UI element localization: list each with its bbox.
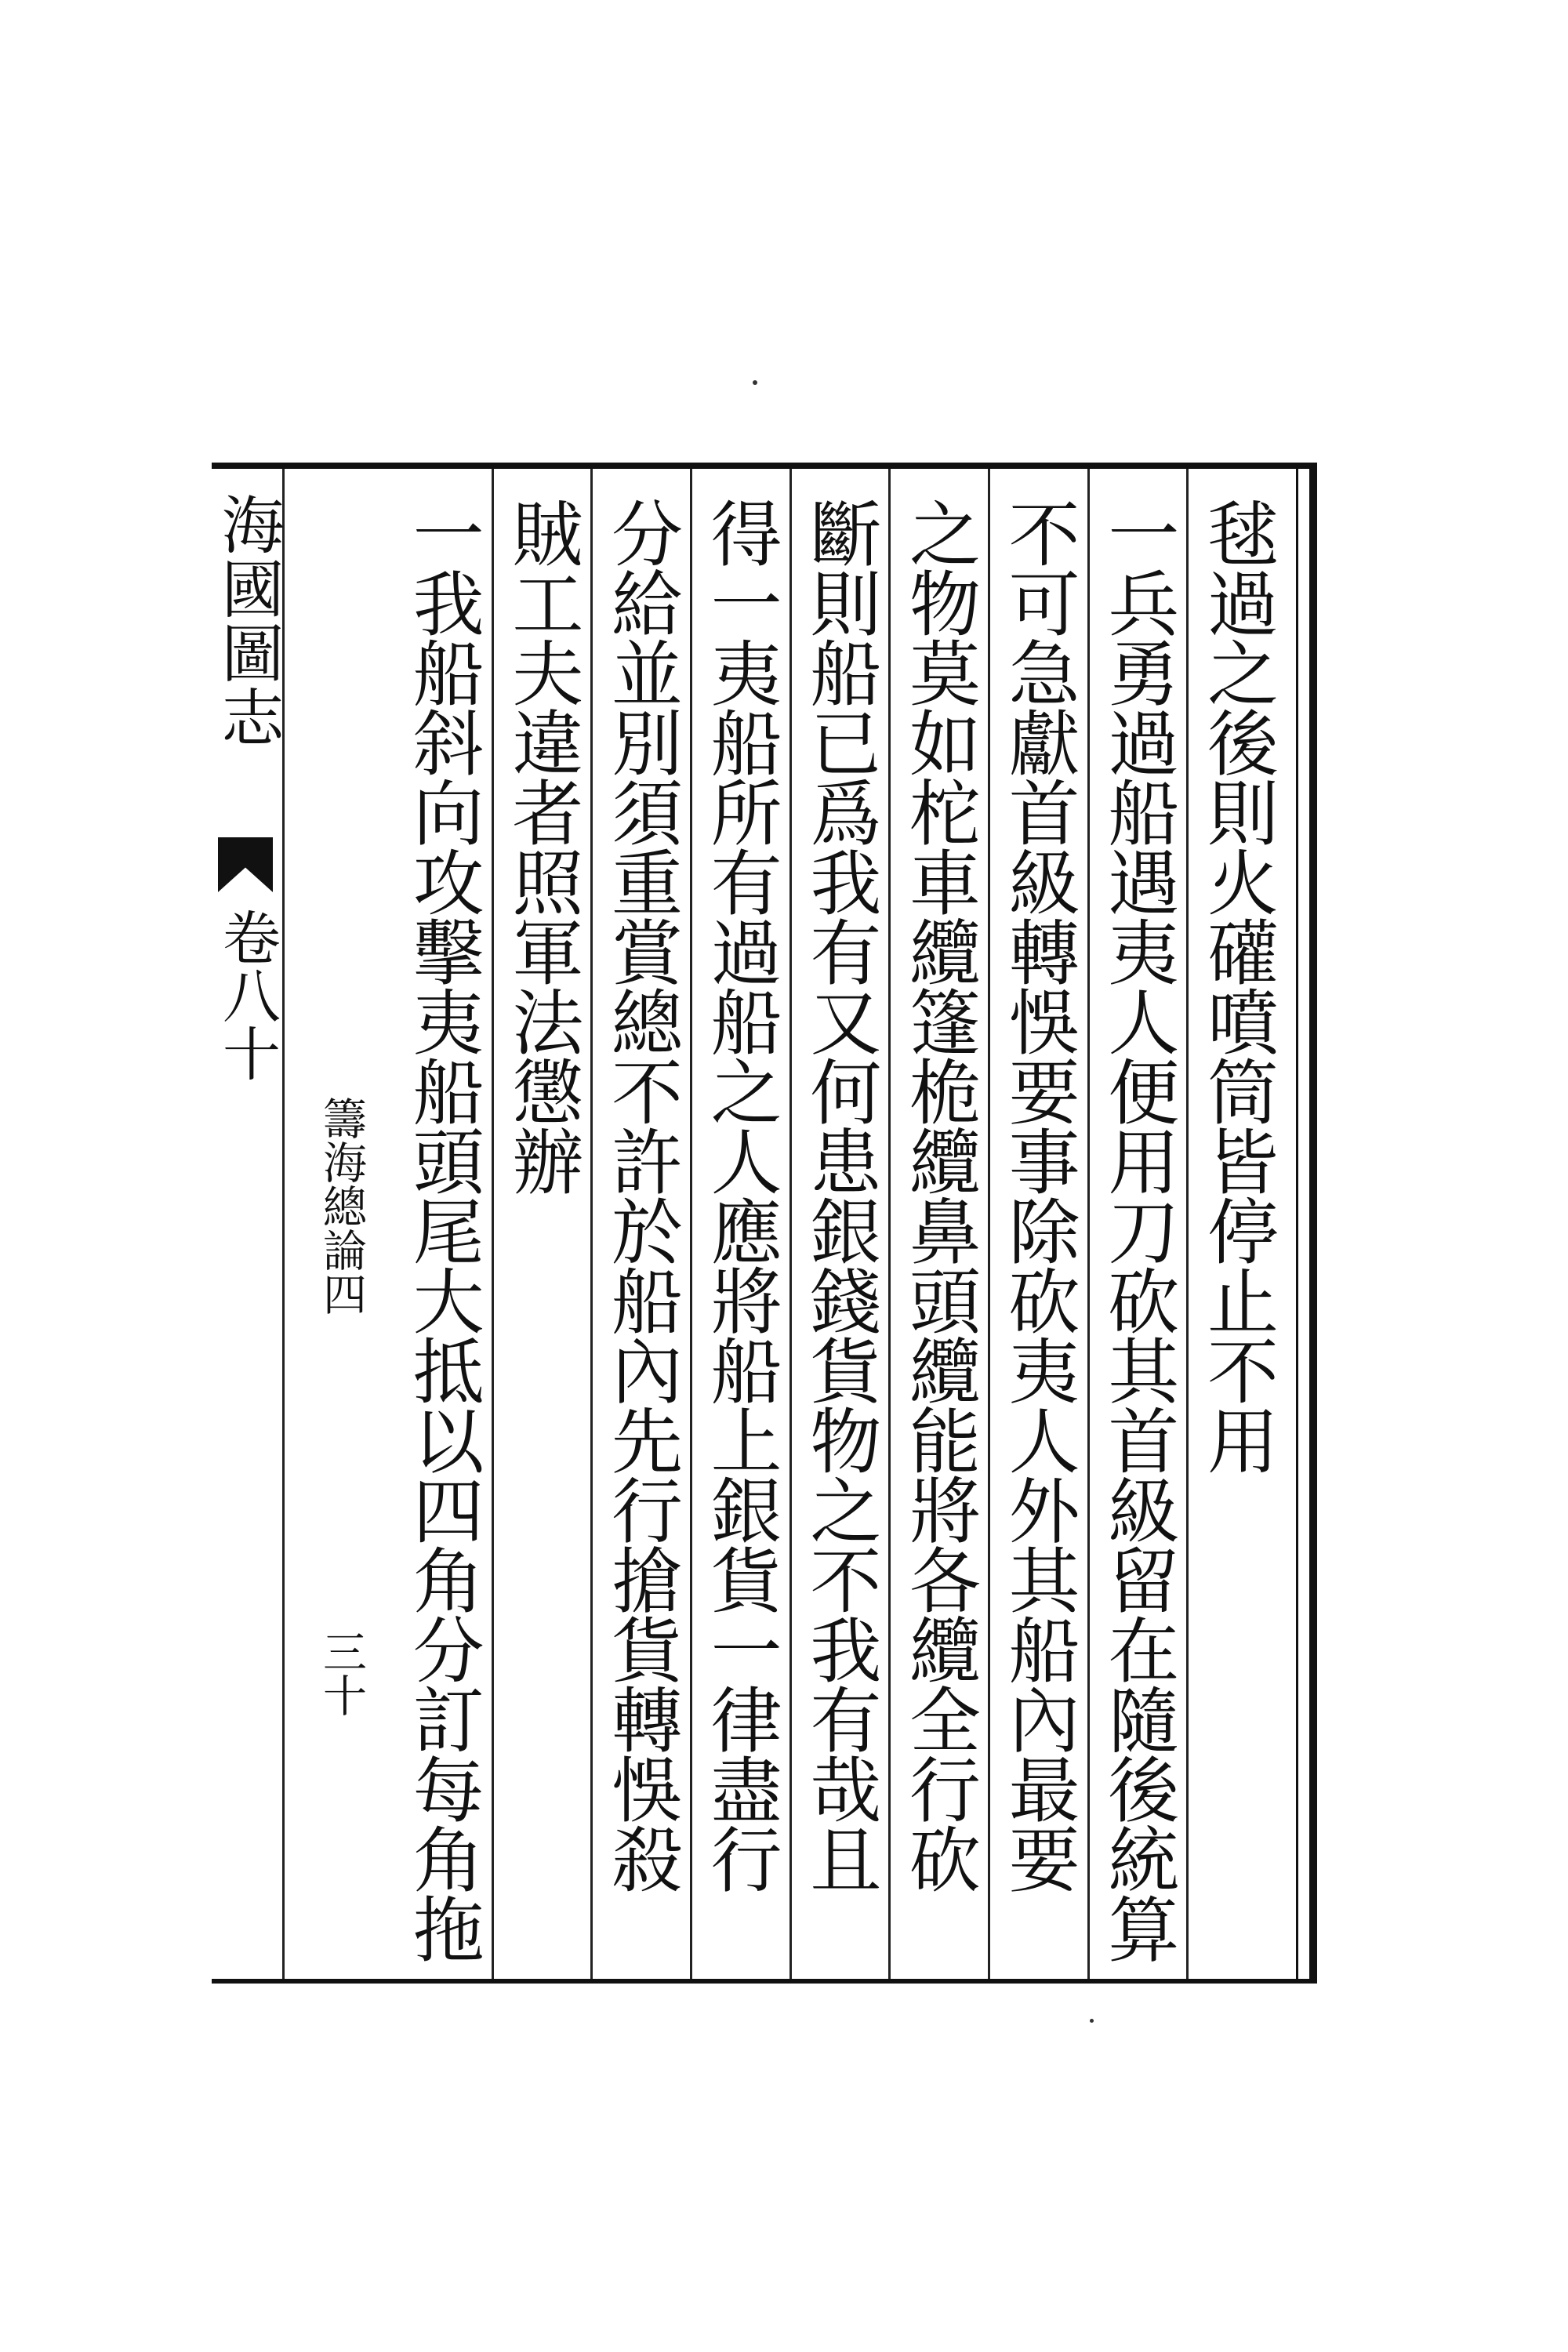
volume-number: 卷八十 — [213, 908, 281, 1082]
text-column-6: 得一夷船所有過船之人應將船上銀貨一律盡行 — [699, 497, 782, 1893]
margin-column — [212, 469, 285, 1979]
text-column-9: 一我船斜向攻擊夷船頭尾大抵以四角分訂每角拖 — [401, 497, 484, 1962]
ink-speck — [753, 380, 757, 385]
text-column-2: 一兵勇過船遇夷人便用刀砍其首級留在隨後統算 — [1096, 497, 1179, 1962]
page-number: 三十 — [316, 1629, 367, 1717]
text-column-1: 毬過之後則火礶噴筒皆停止不用 — [1195, 497, 1278, 1474]
printed-block — [212, 463, 1317, 1984]
text-column-5: 斷則船已爲我有又何患銀錢貨物之不我有哉且 — [798, 497, 881, 1893]
text-column-8: 賊工夫違者照軍法懲辦 — [500, 497, 583, 1195]
ink-speck — [1090, 2019, 1094, 2023]
text-column-7: 分給並別須重賞總不許於船內先行搶貨轉悞殺 — [599, 497, 682, 1893]
book-title: 海國圖志 — [211, 492, 284, 750]
fishtail-mark — [218, 837, 273, 892]
section-title: 籌海總論四 — [316, 1096, 367, 1316]
text-column-3: 不可急獻首級轉悞要事除砍夷人外其船內最要 — [996, 497, 1080, 1893]
text-column-4: 之物莫如柁車纜篷桅纜鼻頭纜能將各纜全行砍 — [897, 497, 980, 1893]
